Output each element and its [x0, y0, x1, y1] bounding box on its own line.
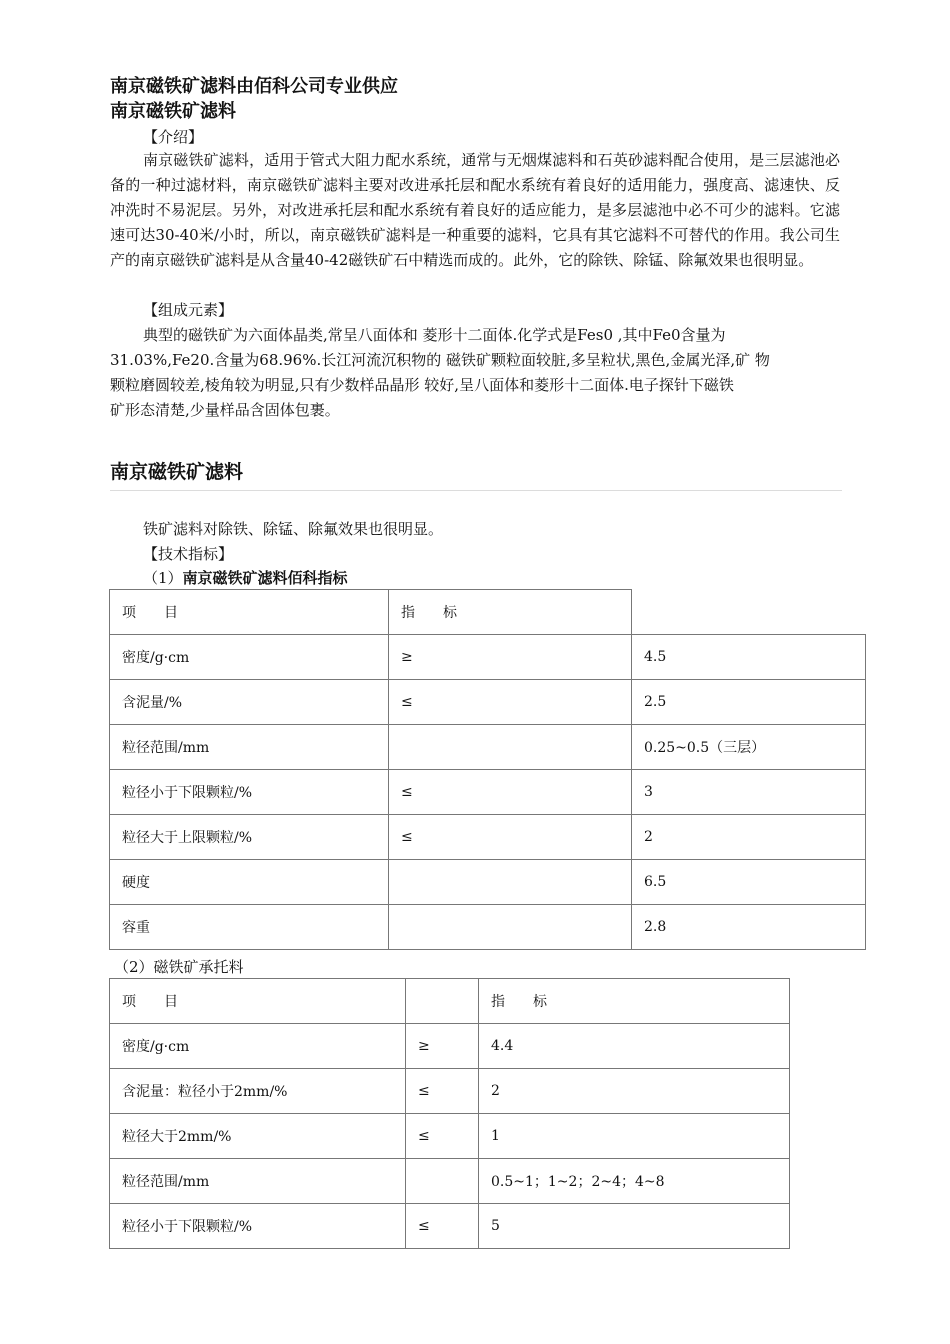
table-cell: ≥: [389, 635, 632, 680]
table-row: [110, 590, 866, 635]
table1-caption-title: 南京磁铁矿滤料佰科指标: [182, 569, 348, 587]
table-row: [110, 1024, 790, 1069]
table2-header-indicator: 指 标: [479, 979, 790, 1024]
composition-label: 【组成元素】: [143, 301, 234, 319]
table1-header-item: 项 目: [110, 590, 389, 635]
table-cell: ≤: [406, 1114, 479, 1159]
table1-caption-prefix: （1）: [143, 569, 183, 587]
table-cell: 含泥量/%: [110, 680, 389, 725]
table-cell: 0.5~1；1~2；2~4；4~8: [479, 1159, 790, 1204]
table-row: [110, 1114, 790, 1159]
table-row: [110, 979, 790, 1024]
document-subtitle: 南京磁铁矿滤料: [110, 101, 236, 122]
table-cell: ≥: [406, 1024, 479, 1069]
tech-label: 【技术指标】: [143, 545, 234, 563]
table-cell: 2.5: [632, 680, 866, 725]
table-cell: 密度/g·cm: [110, 1024, 406, 1069]
table1: [109, 589, 866, 950]
table-cell: ≤: [406, 1204, 479, 1249]
composition-line-4: 矿形态清楚,少量样品含固体包裹。: [110, 401, 340, 419]
table-cell: 0.25~0.5（三层）: [632, 725, 866, 770]
table-row: [110, 905, 866, 950]
table-cell: ≤: [389, 680, 632, 725]
composition-line-2: 31.03%,Fe20.含量为68.96%.长江河流沉积物的 磁铁矿颗粒面较脏,多呈粒状,黑色,金属光泽,矿 物: [110, 351, 770, 369]
table-cell: 含泥量：粒径小于2mm/%: [110, 1069, 406, 1114]
table-cell: 硬度: [110, 860, 389, 905]
table-cell: 粒径范围/mm: [110, 725, 389, 770]
section-divider: [110, 490, 842, 491]
table-cell: 粒径小于下限颗粒/%: [110, 1204, 406, 1249]
table-row: [110, 1159, 790, 1204]
table-cell: ≤: [406, 1069, 479, 1114]
composition-line-1: 典型的磁铁矿为六面体晶类,常呈八面体和 菱形十二面体.化学式是Fes0 ,其中Fe0含量为: [143, 326, 726, 344]
table-cell: 容重: [110, 905, 389, 950]
table-row: [110, 635, 866, 680]
table-row: [110, 1069, 790, 1114]
table1-header-indicator: 指 标: [389, 590, 632, 635]
table-cell: 2: [632, 815, 866, 860]
table-cell: 1: [479, 1114, 790, 1159]
table1-header-blank: [632, 590, 866, 635]
intro-paragraph: 南京磁铁矿滤料，适用于管式大阻力配水系统，通常与无烟煤滤料和石英砂滤料配合使用，是三层滤池必备的一种过滤材料，南京磁铁矿滤料主要对改进承托层和配水系统有着良好的适用能力，强度高、滤速快、反冲洗时不易泥层。另外，对改进承托层和配水系统有着良好的适应能力，是多层滤池中必不可少的滤料。它滤速可达30-40米/小时，所以，南京磁铁矿滤料是一种重要的滤料，它具有其它滤料不可替代的作用。我公司生产的南京磁铁矿滤料是从含量40-42磁铁矿石中精选而成的。此外，它的除铁、除锰、除氟效果也很明显。: [110, 151, 840, 269]
table-cell: [389, 905, 632, 950]
table-row: [110, 770, 866, 815]
document-title: 南京磁铁矿滤料由佰科公司专业供应: [110, 76, 398, 97]
table-cell: [406, 1159, 479, 1204]
table-cell: [389, 725, 632, 770]
table2-caption: （2）磁铁矿承托料: [114, 958, 244, 976]
table-cell: 粒径大于上限颗粒/%: [110, 815, 389, 860]
table-cell: 6.5: [632, 860, 866, 905]
intro-label: 【介绍】: [143, 128, 204, 146]
table2: [109, 978, 790, 1249]
table-row: [110, 860, 866, 905]
table-cell: ≤: [389, 815, 632, 860]
composition-line-3: 颗粒磨圆较差,棱角较为明显,只有少数样品晶形 较好,呈八面体和菱形十二面体.电子探针下磁铁: [110, 376, 734, 394]
table-cell: 粒径小于下限颗粒/%: [110, 770, 389, 815]
table1-caption: [143, 568, 348, 588]
table-cell: 4.4: [479, 1024, 790, 1069]
table-cell: 粒径范围/mm: [110, 1159, 406, 1204]
table-cell: 2.8: [632, 905, 866, 950]
section-summary: 铁矿滤料对除铁、除锰、除氟效果也很明显。: [143, 520, 444, 538]
table2-header-blank: [406, 979, 479, 1024]
table-cell: 2: [479, 1069, 790, 1114]
table-cell: 密度/g·cm: [110, 635, 389, 680]
table-row: [110, 1204, 790, 1249]
section-title: 南京磁铁矿滤料: [110, 461, 244, 483]
table-cell: 4.5: [632, 635, 866, 680]
table-cell: 5: [479, 1204, 790, 1249]
table-row: [110, 815, 866, 860]
table-row: [110, 680, 866, 725]
table-cell: [389, 860, 632, 905]
table-cell: ≤: [389, 770, 632, 815]
table-row: [110, 725, 866, 770]
table2-header-item: 项 目: [110, 979, 406, 1024]
table-cell: 3: [632, 770, 866, 815]
table-cell: 粒径大于2mm/%: [110, 1114, 406, 1159]
